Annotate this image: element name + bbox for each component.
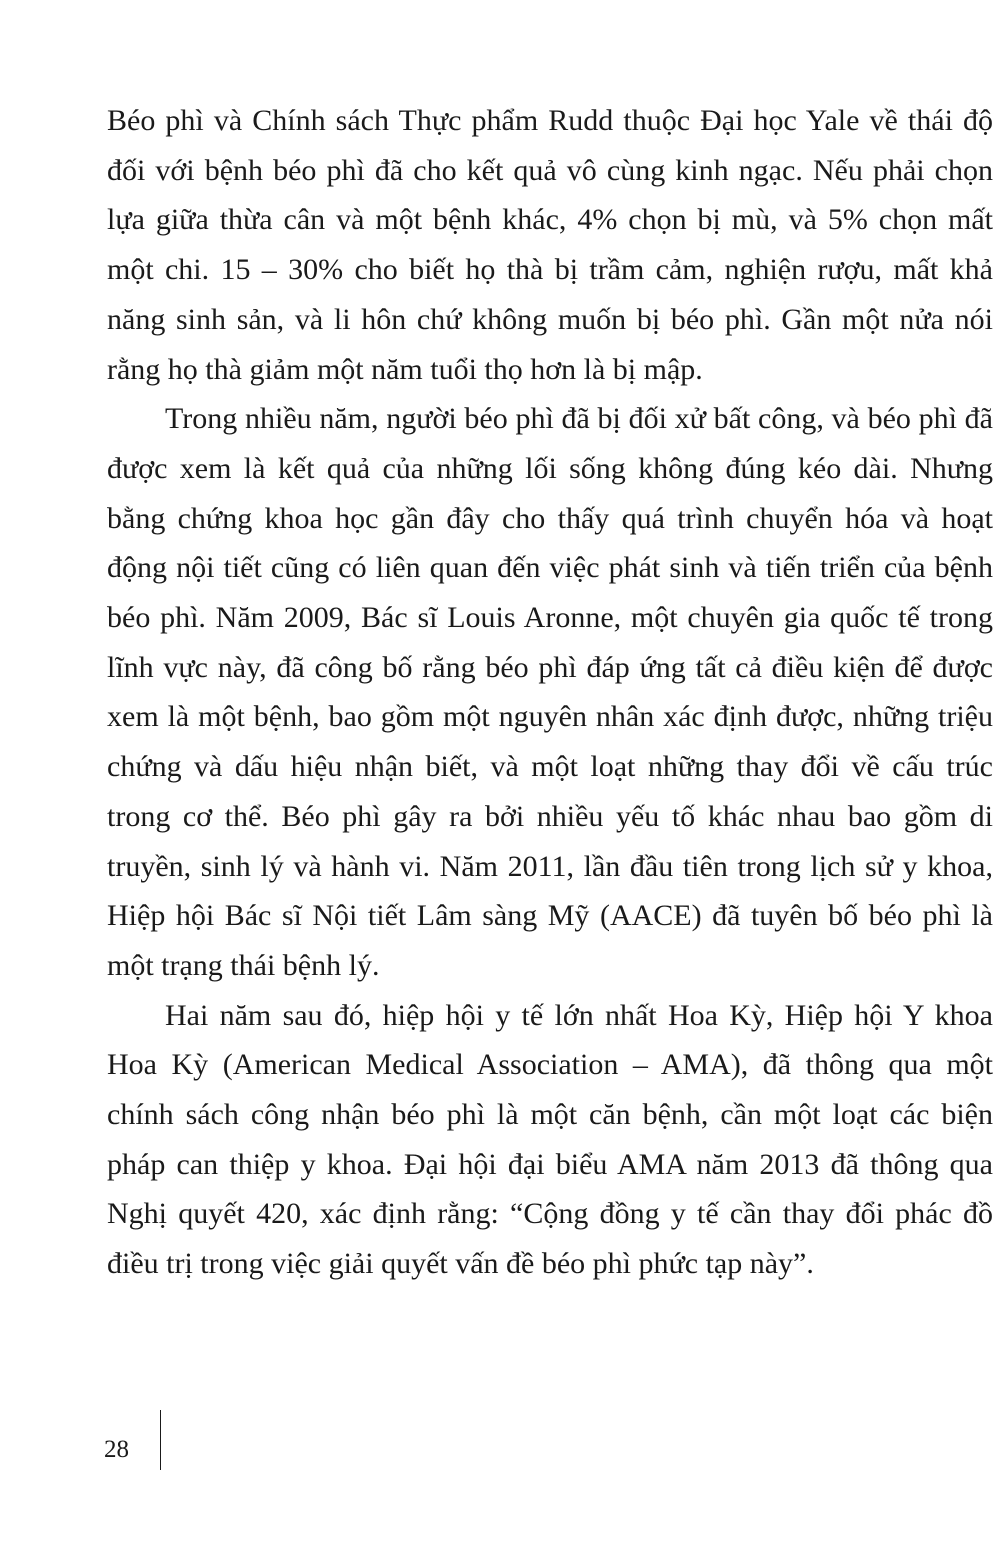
folio-divider — [160, 1410, 161, 1470]
body-text — [107, 96, 993, 1289]
paragraph-continued: Béo phì và Chính sách Thực phẩm Rudd thuộc Đại học Yale về thái độ đối với bệnh béo phì đã cho kết quả vô cùng kinh ngạc. Nếu phải chọn lựa giữa thừa cân và một bệnh khác, 4% chọn bị mù, và 5% chọn mất một chi. 15 – 30% cho biết họ thà bị trầm cảm, nghiện rượu, mất khả năng sinh sản, và li hôn chứ không muốn bị béo phì. Gần một nửa nói rằng họ thà giảm một năm tuổi thọ hơn là bị mập. — [107, 104, 993, 386]
paragraph-ama-resolution: Hai năm sau đó, hiệp hội y tế lớn nhất Hoa Kỳ, Hiệp hội Y khoa Hoa Kỳ (American Medical Association – AMA), đã thông qua một chính sách công nhận béo phì là một căn bệnh, cần một loạt các biện pháp can thiệp y khoa. Đại hội đại biểu AMA năm 2013 đã thông qua Nghị quyết 420, xác định rằng: “Cộng đồng y tế cần thay đổi phác đồ điều trị trong việc giải quyết vấn đề béo phì phức tạp này”. — [107, 998, 993, 1281]
paragraph-obesity-as-disease: Trong nhiều năm, người béo phì đã bị đối xử bất công, và béo phì đã được xem là kết quả của những lối sống không đúng kéo dài. Nhưng bằng chứng khoa học gần đây cho thấy quá trình chuyển hóa và hoạt động nội tiết cũng có liên quan đến việc phát sinh và tiến triển của bệnh béo phì. Năm 2009, Bác sĩ Louis Aronne, một chuyên gia quốc tế trong lĩnh vực này, đã công bố rằng béo phì đáp ứng tất cả điều kiện để được xem là một bệnh, bao gồm một nguyên nhân xác định được, những triệu chứng và dấu hiệu nhận biết, và một loạt những thay đổi về cấu trúc trong cơ thể. Béo phì gây ra bởi nhiều yếu tố khác nhau bao gồm di truyền, sinh lý và hành vi. Năm 2011, lần đầu tiên trong lịch sử y khoa, Hiệp hội Bác sĩ Nội tiết Lâm sàng Mỹ (AACE) đã tuyên bố béo phì là một trạng thái bệnh lý. — [107, 402, 993, 982]
page-number: 28 — [104, 1436, 129, 1463]
page-folio — [104, 1422, 129, 1478]
